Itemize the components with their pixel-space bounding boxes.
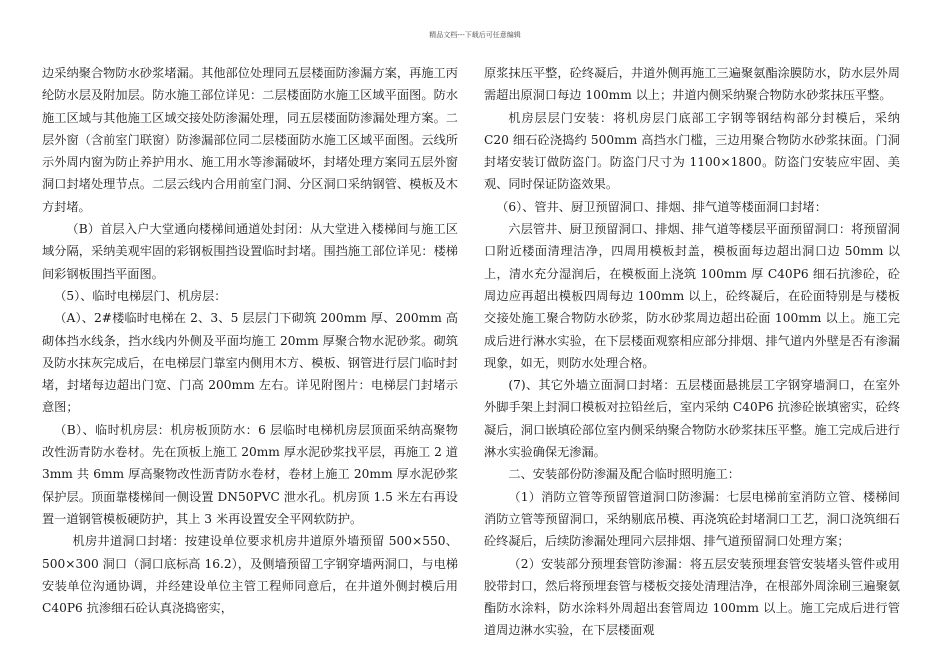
- paragraph: （1）消防立管等预留管道洞口防渗漏：七层电梯前室消防立管、楼梯间消防立管等预留洞口，采纳剔底吊模、再浇筑砼封堵洞口工艺，洞口浇筑细石砼终凝后，后续防渗漏处理同六层排烟、排气道预留洞口处理方案；: [484, 489, 900, 549]
- paragraph: (7)、其它外墙立面洞口封堵：五层楼面悬挑层工字钢穿墙洞口，在室外外脚手架上封洞口模板对拉铅丝后，室内采纳 C40P6 抗渗砼嵌填密实，砼终凝后，洞口嵌填砼部位室内侧采纳聚合物防水砂浆抹压平整。施工完成后进行淋水实验确保无渗漏。: [484, 378, 900, 460]
- paragraph: 机房井道洞口封堵：按建设单位要求机房井道原外墙预留 500×550、500×300 洞口（洞口底标高 16.2），及侧墙预留工字钢穿墙两洞口，与电梯安装单位沟通协调，并经建设单位主管工程师同意后，在井道外侧封模后用 C40P6 抗渗细石砼认真浇捣密实，: [42, 534, 458, 616]
- section-heading: 二、安装部份防渗漏及配合临时照明施工：: [508, 467, 740, 482]
- paragraph: （A）、2#楼临时电梯在 2、3、5 层层门下砌筑 200mm 厚、200mm 高砌体挡水线条，挡水线内外侧及平面均施工 20mm 厚聚合物水泥砂浆。砌筑及防水抹灰完成后，在电梯层门靠室内侧用木方、模板、钢管进行层门临时封堵，封堵每边超出门宽、门高 200mm 左右。详见附图片：电梯层门封堵示意图；: [42, 311, 458, 415]
- paragraph: （B）、临时机房层：机房板顶防水：6 层临时电梯机房层顶面采纳高聚物改性沥青防水卷材。先在顶板上施工 20mm 厚水泥砂浆找平层，再施工 2 道 3mm 共 6mm 厚高聚物改性沥青防水卷材，卷材上施工 20mm 厚水泥砂浆保护层。顶面靠楼梯间一侧设置 DN50PVC 泄水孔。机房顶 1.5 米左右再设置一道钢管模板硬防护，其上 3 米再设置安全平网软防护。: [42, 422, 458, 526]
- paragraph: 机房层层门安装：将机房层门底部工字钢等钢结构部分封模后，采纳 C20 细石砼浇捣约 500mm 高挡水门槛，三边用聚合物防水砂浆抹面。门洞封堵安装订做防盗门。防盗门尺寸为 1100×1800。防盗门安装应牢固、美观、同时保证防盗效果。: [484, 110, 900, 192]
- section-heading: （6）、管井、厨卫预留洞口、排烟、排气道等楼面洞口封堵：: [496, 199, 827, 214]
- paragraph: （2）安装部分预埋套管防渗漏：将五层安装预埋套管安装堵头管件或用胶带封口，然后将预埋套管与楼板交接处清理洁净，在根部外周涂刷三遍聚氨酯防水涂料，防水涂料外周超出套管周边 100mm 以上。施工完成后进行管道周边淋水实验，在下层楼面观: [484, 556, 900, 638]
- left-column: [42, 62, 458, 619]
- page-header: 精品文档---下载后可任意编辑: [429, 31, 521, 39]
- section-heading: （5）、临时电梯层门、机房层：: [54, 288, 227, 303]
- right-column: [484, 62, 900, 642]
- paragraph: 边采纳聚合物防水砂浆堵漏。其他部位处理同五层楼面防渗漏方案，再施工丙纶防水层及附加层。防水施工部位详见：二层楼面防水施工区域平面图。防水施工区域与其他施工区域交接处防渗漏处理，同五层楼面防渗漏处理方案。二层外窗（含前室门联窗）防渗漏部位同二层楼面防水施工区域平面图。云线所示外周内窗为防止养护用水、施工用水等渗漏破坏，封堵处理方案同五层外窗洞口封堵处理节点。二层云线内合用前室门洞、分区洞口采纳钢管、模板及木方封堵。: [42, 66, 458, 214]
- paragraph: （B）首层入户大堂通向楼梯间通道处封闭：从大堂进入楼梯间与施工区域分隔，采纳美观牢固的彩钢板围挡设置临时封堵。围挡施工部位详见：楼梯间彩钢板围挡平面图。: [42, 222, 458, 281]
- paragraph: 原浆抹压平整，砼终凝后，井道外侧再施工三遍聚氨酯涂膜防水，防水层外周需超出原洞口每边 100mm 以上；井道内侧采纳聚合物防水砂浆抹压平整。: [484, 66, 900, 103]
- paragraph: 六层管井、厨卫预留洞口、排烟、排气道等楼层平面预留洞口：将预留洞口附近楼面清理洁净，四周用模板封盖，模板面每边超出洞口边 50mm 以上，清水充分湿润后，在模板面上浇筑 100mm 厚 C40P6 细石抗渗砼，砼周边应再超出模板四周每边 100mm 以上，砼终凝后，在砼面特别是与楼板交接处施工聚合物防水砂浆，防水砂浆周边超出砼面 100mm 以上。施工完成后进行淋水实验，在下层楼面观察相应部分排烟、排气道内外壁是否有渗漏现象，如无，则防水处理合格。: [484, 222, 900, 370]
